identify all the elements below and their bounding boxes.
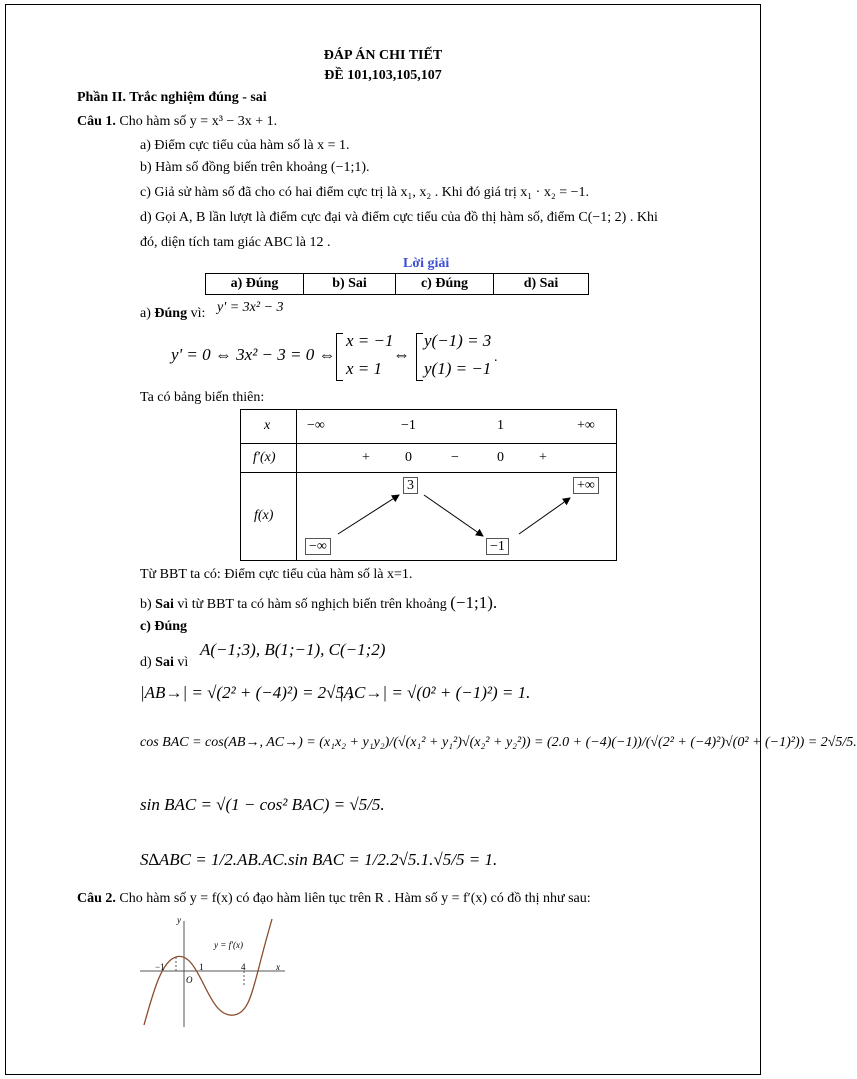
solution-d-label: d) — [140, 655, 156, 670]
answer-cell: a) Đúng — [206, 274, 304, 295]
derivative-graph — [140, 915, 290, 1030]
question-2 — [77, 891, 591, 907]
derivative-formula: y' = 3x² − 3 — [217, 300, 284, 315]
system1-bottom: x = 1 — [346, 359, 383, 378]
page-title: ĐÁP ÁN CHI TIẾT — [323, 48, 443, 63]
system1-top: x = −1 — [346, 331, 394, 350]
graph-origin: O — [186, 975, 193, 985]
row-label-x: x — [264, 418, 271, 433]
question-stem: Cho hàm số y = f(x) có đạo hàm liên tục trên R . Hàm số y = f′(x) có đồ thị như sau: — [119, 891, 591, 906]
solution-b — [140, 593, 497, 613]
solution-b-label: b) — [140, 597, 156, 612]
page-subtitle: ĐỀ 101,103,105,107 — [324, 68, 442, 83]
f-value-box: −1 — [486, 538, 509, 555]
question-label: Câu 2. — [77, 891, 116, 906]
graph-tick: 4 — [241, 962, 246, 972]
f-value-box: 3 — [403, 477, 418, 494]
statement-b: b) Hàm số đồng biến trên khoảng (−1;1). — [140, 160, 370, 175]
equation-sin: sin BAC = √(1 − cos² BAC) = √5/5. — [140, 795, 385, 814]
x-value: −1 — [401, 418, 416, 433]
question-stem: Cho hàm số y = x³ − 3x + 1. — [119, 114, 278, 129]
solution-a-label: a) — [140, 306, 155, 321]
solution-c: c) Đúng — [140, 619, 188, 634]
equation-area: S∆ABC = 1/2.AB.AC.sin BAC = 1/2.2√5.1.√5/5 = 1. — [140, 850, 498, 869]
solution-d-text: vì — [173, 655, 189, 670]
solution-b-interval: (−1;1). — [450, 593, 498, 612]
x-value: +∞ — [577, 418, 595, 433]
bracket-or — [336, 333, 343, 381]
fprime-sign: + — [539, 450, 547, 465]
statement-c: c) Giả sử hàm số đã cho có hai điểm cực trị là x₁, x₂ . Khi đó giá trị x₁ · x₂ = −1. — [140, 185, 589, 200]
row-label-fprime: f′(x) — [253, 450, 276, 465]
period: . — [494, 350, 498, 365]
f-value-box: −∞ — [305, 538, 331, 555]
bbt-conclusion: Từ BBT ta có: Điểm cực tiểu của hàm số là x=1. — [140, 567, 413, 582]
fprime-sign: 0 — [405, 450, 412, 465]
statement-d-line1: d) Gọi A, B lần lượt là điểm cực đại và điểm cực tiểu của đồ thị hàm số, điểm C(−1; 2) . Khi — [140, 210, 658, 225]
answer-cell: b) Sai — [304, 274, 396, 295]
question-label: Câu 1. — [77, 114, 116, 129]
f-value-box: +∞ — [573, 477, 599, 494]
bbt-intro: Ta có bảng biến thiên: — [140, 390, 265, 405]
solution-b-verdict: Sai — [155, 597, 174, 612]
graph-axis-y: y — [177, 915, 181, 925]
system2-bottom: y(1) = −1 — [424, 359, 492, 378]
answer-table — [205, 273, 589, 295]
variation-table — [240, 409, 617, 561]
statement-d-line2: đó, diện tích tam giác ABC là 12 . — [140, 235, 331, 250]
system2-top: y(−1) = 3 — [424, 331, 492, 350]
fprime-sign: − — [451, 450, 459, 465]
equation-cos: cos BAC = cos(AB→, AC→) = (x₁x₂ + y₁y₂)/(√(x₁² + y₁²)√(x₂² + y₂²)) = (2.0 + (−4)(−1))/(√(2² + (−4)²)√(0² + (−1)²)) = 2√5/5. — [140, 735, 857, 750]
x-value: −∞ — [307, 418, 325, 433]
answer-cell: d) Sai — [494, 274, 589, 295]
row-label-f: f(x) — [254, 508, 274, 523]
graph-axis-x: x — [276, 962, 280, 972]
graph-tick: −1 — [155, 962, 165, 972]
solution-a-verdict: Đúng — [154, 306, 188, 321]
solution-a-text: vì: — [187, 306, 206, 321]
graph-function-label: y = f′(x) — [214, 940, 244, 950]
solution-d-verdict: Sai — [155, 655, 174, 670]
equation-length-ab: |AB→| = √(2² + (−4)²) = 2√5 , — [140, 683, 353, 702]
answer-cell: c) Đúng — [396, 274, 494, 295]
fprime-sign: + — [362, 450, 370, 465]
table-row — [206, 274, 589, 295]
fprime-sign: 0 — [497, 450, 504, 465]
bracket-or-2 — [416, 333, 423, 381]
variation-arrows — [241, 410, 618, 562]
question-1 — [77, 114, 277, 130]
solution-d — [140, 655, 188, 671]
solution-b-text: vì từ BBT ta có hàm số nghịch biến trên khoảng — [173, 597, 451, 612]
equation-length-ac: |AC→| = √(0² + (−1)²) = 1. — [339, 683, 531, 702]
solution-title: Lời giải — [403, 256, 450, 271]
equation-derivative-zero: y' = 0 ⇔ 3x² − 3 = 0 ⇔ — [171, 345, 336, 364]
equiv-symbol: ⇔ — [393, 345, 410, 364]
x-value: 1 — [497, 418, 504, 433]
graph-tick: 1 — [199, 962, 204, 972]
points-coordinates: A(−1;3), B(1;−1), C(−1;2) — [200, 640, 386, 659]
solution-a — [140, 306, 205, 322]
statement-a: a) Điểm cực tiểu của hàm số là x = 1. — [140, 138, 350, 153]
part-title: Phần II. Trắc nghiệm đúng - sai — [77, 90, 267, 105]
